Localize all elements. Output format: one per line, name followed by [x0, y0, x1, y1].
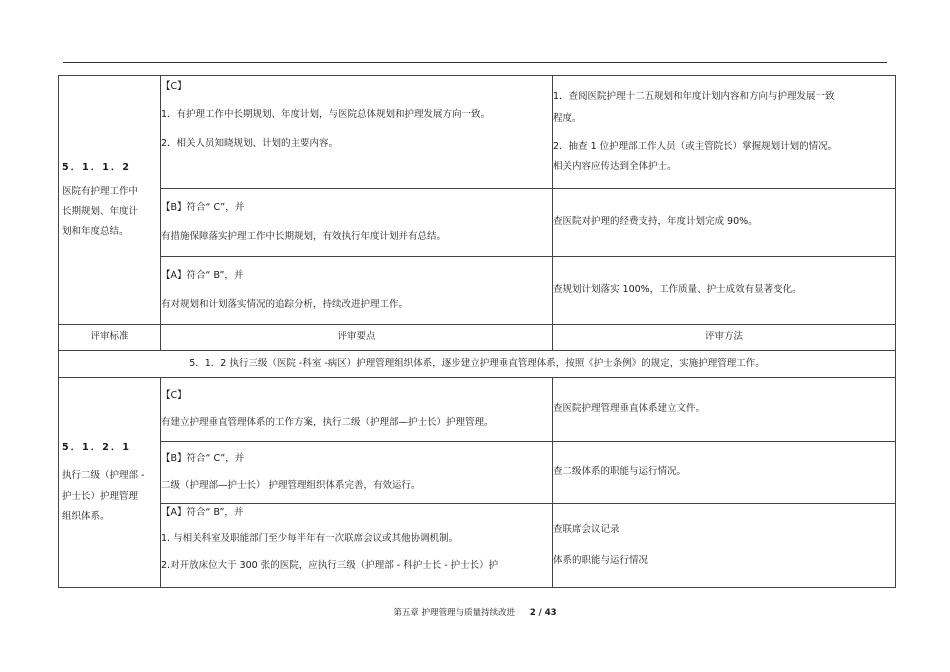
- section-title: 5．1．2 执行三级（医院 -科室 -病区）护理管理组织体系，逐步建立护理垂直管理体系，按照《护士条例》的规定，实施护理管理工作。: [59, 351, 896, 378]
- standard-title-line: 医院有护理工作中: [62, 185, 139, 197]
- criteria-cell: [161, 189, 553, 257]
- criteria-line: 2．相关人员知晓规划、计划的主要内容。: [161, 137, 339, 149]
- table-row: [59, 442, 896, 504]
- method-line: 1．查阅医院护理十二五规划和年度计划内容和方向与护理发展一致: [553, 90, 835, 102]
- method-line: 查联席会议记录: [553, 524, 620, 536]
- criteria-cell: [161, 504, 553, 588]
- standard-title-line: 护士长）护理管理: [62, 490, 139, 502]
- criteria-line: 二级（护理部—护士长） 护理管理组织体系完善，有效运行。: [161, 479, 421, 491]
- page-number: 2 / 43: [529, 608, 557, 618]
- criteria-line: 【A】符合“ B”，并: [161, 270, 244, 282]
- criteria-cell: [161, 76, 553, 189]
- method-cell: [553, 504, 896, 588]
- method-line: 查规划计划落实 100%，工作质量、护士成效有显著变化。: [553, 284, 802, 296]
- standard-cell: [59, 76, 161, 325]
- table-header-row: [59, 325, 896, 351]
- method-line: 体系的职能与运行情况: [553, 554, 649, 566]
- criteria-line: 【C】: [161, 390, 187, 402]
- table-row: [59, 76, 896, 189]
- method-line: 程度。: [553, 112, 582, 124]
- standard-code: 5．1．1．2: [62, 161, 131, 173]
- criteria-line: 【A】符合“ B”，并: [161, 507, 244, 518]
- standard-title-line: 划和年度总结。: [62, 226, 129, 238]
- method-line: 查医院对护理的经费支持，年度计划完成 90%。: [553, 216, 758, 228]
- criteria-line: 有建立护理垂直管理体系的工作方案，执行二级（护理部—护士长）护理管理。: [161, 416, 494, 428]
- method-line: 查医院护理管理垂直体系建立文件。: [553, 403, 706, 415]
- table-row: [59, 257, 896, 325]
- standard-code: 5．1．2．1: [62, 442, 131, 453]
- criteria-line: 【B】符合“ C”，并: [161, 453, 245, 465]
- method-cell: [553, 442, 896, 504]
- standard-title-line: 执行二级（护理部 -: [62, 470, 145, 482]
- standard-cell: [59, 378, 161, 588]
- method-line: 2．抽查 1 位护理部工作人员（或主管院长）掌握规划计划的情况。: [553, 141, 838, 152]
- criteria-cell: [161, 257, 553, 325]
- method-cell: [553, 76, 896, 189]
- header-points: 评审要点: [161, 325, 553, 351]
- method-cell: [553, 257, 896, 325]
- footer-chapter: 第五章 护理管理与质量持续改进: [393, 608, 516, 618]
- standard-title-line: 组织体系。: [62, 510, 110, 522]
- standard-title-line: 长期规划、年度计: [62, 206, 139, 217]
- header-method: 评审方法: [553, 325, 896, 351]
- table-row: [59, 504, 896, 588]
- criteria-line: 【C】: [161, 81, 187, 92]
- criteria-line: 【B】符合“ C”，并: [161, 202, 245, 214]
- table-row: [59, 189, 896, 257]
- page-footer: [0, 606, 950, 618]
- criteria-cell: [161, 378, 553, 442]
- criteria-cell: [161, 442, 553, 504]
- method-line: 查二级体系的职能与运行情况。: [553, 466, 687, 478]
- criteria-line: 有措施保障落实护理工作中长期规划，有效执行年度计划并有总结。: [161, 230, 447, 242]
- criteria-line: 有对规划和计划落实情况的追踪分析，持续改进护理工作。: [161, 298, 409, 310]
- criteria-line: 2.对开放床位大于 300 张的医院，应执行三级（护理部 - 科护士长 - 护士长）护: [161, 559, 499, 571]
- review-standards-table: [58, 75, 896, 588]
- criteria-line: 1. 与相关科室及职能部门至少每半年有一次联席会议或其他协调机制。: [161, 533, 459, 545]
- section-title-row: [59, 351, 896, 378]
- header-standard: 评审标准: [59, 325, 161, 351]
- method-cell: [553, 378, 896, 442]
- table-row: [59, 378, 896, 442]
- method-line: 相关内容应传达到全体护士。: [553, 161, 677, 173]
- criteria-line: 1．有护理工作中长期规划、年度计划，与医院总体规划和护理发展方向一致。: [161, 109, 491, 121]
- top-rule: [63, 62, 887, 63]
- method-cell: [553, 189, 896, 257]
